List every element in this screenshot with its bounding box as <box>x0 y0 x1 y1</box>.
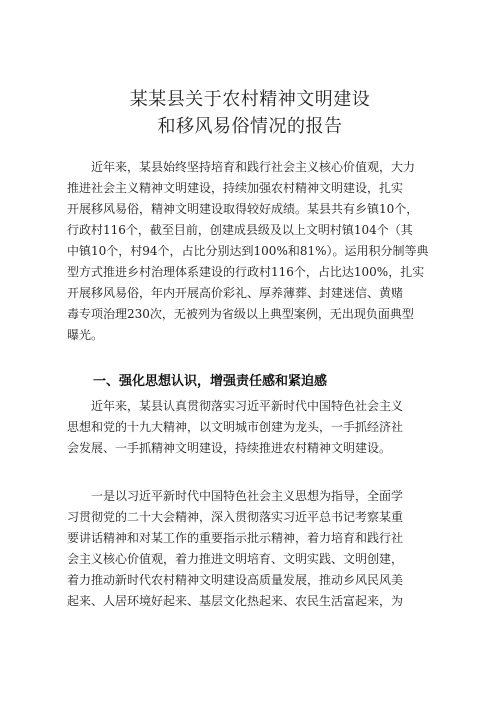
paragraph-line: 思想和党的十九大精神，以文明城市创建为龙头，一手抓经济社 <box>67 420 404 434</box>
paragraph-line: 曝光。 <box>67 328 104 342</box>
paragraph-line: 型方式推进乡村治理体系建设的行政村116个，占比达100%，扎实 <box>67 265 425 279</box>
paragraph-line: 会主义核心价值观，着力推进文明培育、文明实践、文明创建， <box>67 552 404 566</box>
paragraph-line: 着力推动新时代农村精神文明建设高质量发展，推动乡风民风美 <box>67 573 404 587</box>
paragraph-line: 会发展、一手抓精神文明建设，持续推进农村精神文明建设。 <box>67 441 392 455</box>
paragraph-line: 近年来，某县认真贯彻落实习近平新时代中国特色社会主义 <box>91 399 404 413</box>
paragraph-line: 起来、人居环境好起来、基层文化热起来、农民生活富起来，为 <box>67 594 404 608</box>
paragraph-line: 开展移风易俗，精神文明建设取得较好成绩。某县共有乡镇10个， <box>67 202 419 216</box>
paragraph-line: 要讲话精神和对某工作的重要指示批示精神，着力培育和践行社 <box>67 531 404 545</box>
paragraph-line: 习贯彻党的二十大会精神，深入贯彻落实习近平总书记考察某重 <box>67 510 404 524</box>
paragraph-line: 推进社会主义精神文明建设，持续加强农村精神文明建设，扎实 <box>67 181 404 195</box>
paragraph-section-1-intro <box>67 396 439 459</box>
document-title-line-1: 某某县关于农村精神文明建设 <box>129 89 371 110</box>
paragraph-line: 毒专项治理230次，无被列为省级以上典型案例，无出现负面典型 <box>67 307 414 321</box>
paragraph-line: 中镇10个，村94个，占比分别达到100%和81%）。运用积分制等典 <box>67 244 429 258</box>
document-title-line-2: 和移风易俗情况的报告 <box>157 116 343 137</box>
section-heading-1: 一、强化思想认识，增强责任感和紧迫感 <box>93 374 328 389</box>
paragraph-intro <box>67 157 439 346</box>
paragraph-line: 近年来，某县始终坚持培育和践行社会主义核心价值观，大力 <box>91 160 416 174</box>
paragraph-line: 一是以习近平新时代中国特色社会主义思想为指导，全面学 <box>91 489 404 503</box>
paragraph-line: 开展移风易俗，年内开展高价彩礼、厚养薄葬、封建迷信、黄赌 <box>67 286 404 300</box>
paragraph-section-1-point-1 <box>67 486 439 612</box>
paragraph-line: 行政村116个，截至目前，创建成县级及以上文明村镇104个（其 <box>67 223 413 237</box>
